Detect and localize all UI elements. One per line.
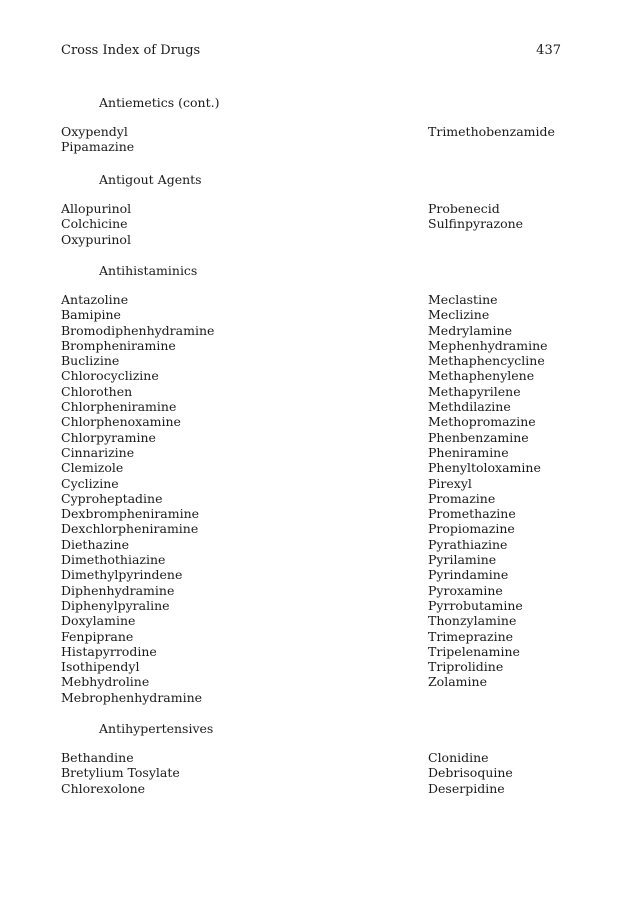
section-antigout (61, 171, 581, 247)
drug-entry: Pipamazine (61, 139, 135, 155)
drug-entry: Antazoline (61, 292, 129, 307)
drug-entry: Oxypurinol (61, 231, 131, 247)
drug-entry: Mephenhydramine (428, 337, 548, 353)
drug-entry: Methdilazine (428, 399, 511, 415)
drug-entry: Triprolidine (428, 659, 504, 675)
drug-entry: Methaphencycline (428, 353, 545, 369)
drug-entry: Pyrathiazine (428, 536, 508, 552)
drug-entry: Chlorothen (61, 383, 133, 399)
drug-entry: Pheniramine (428, 444, 509, 460)
drug-entry: Mebhydroline (61, 674, 150, 690)
drug-entry: Mebrophenhydramine (61, 689, 203, 705)
drug-entry: Trimethobenzamide (428, 124, 555, 139)
drug-entry: Meclastine (428, 292, 498, 307)
drug-entry: Propiomazine (428, 521, 515, 537)
drug-entry: Phenyltoloxamine (428, 460, 541, 476)
drug-entry: Cinnarizine (61, 444, 135, 460)
drug-entry: Colchicine (61, 216, 128, 232)
section-heading: Antihypertensives (99, 721, 214, 736)
drug-entry: Promethazine (428, 506, 516, 522)
drug-entry: Chlorpheniramine (61, 399, 177, 415)
drug-entry: Probenecid (428, 201, 500, 216)
drug-entry: Medrylamine (428, 322, 512, 338)
drug-entry: Thonzylamine (428, 613, 517, 629)
drug-entry: Meclizine (428, 307, 490, 323)
section-heading: Antihistaminics (99, 263, 198, 278)
drug-entry: Pirexyl (428, 475, 472, 491)
drug-entry: Chlorocyclizine (61, 368, 159, 384)
drug-entry: Chlorphenoxamine (61, 414, 181, 430)
drug-entry: Phenbenzamine (428, 429, 529, 445)
drug-entry: Bromodiphenhydramine (61, 322, 215, 338)
drug-entry: Allopurinol (61, 201, 132, 216)
drug-entry: Pyroxamine (428, 582, 503, 598)
drug-list-left (61, 124, 134, 155)
drug-entry: Methaphenylene (428, 368, 535, 384)
drug-entry: Pyrindamine (428, 567, 509, 583)
drug-entry: Buclizine (61, 353, 120, 369)
drug-list-right (428, 750, 513, 796)
drug-entry: Methapyrilene (428, 383, 521, 399)
drug-entry: Methopromazine (428, 414, 536, 430)
section-heading: Antigout Agents (99, 172, 202, 187)
drug-entry: Oxypendyl (61, 124, 128, 139)
drug-list-left (61, 292, 214, 705)
drug-list-left (61, 201, 131, 247)
running-title: Cross Index of Drugs (61, 43, 201, 58)
drug-list-right (428, 124, 555, 139)
drug-entry: Trimeprazine (428, 628, 514, 644)
drug-entry: Isothipendyl (61, 659, 140, 675)
drug-entry: Dexbrompheniramine (61, 506, 200, 522)
drug-entry: Chlorpyramine (61, 429, 156, 445)
drug-entry: Promazine (428, 490, 496, 506)
drug-entry: Sulfinpyrazone (428, 216, 524, 232)
section-antihypertensives (61, 720, 581, 796)
drug-list-right (428, 292, 548, 690)
drug-entry: Clonidine (428, 750, 489, 765)
drug-list-left (61, 750, 180, 796)
drug-entry: Cyproheptadine (61, 490, 163, 506)
drug-entry: Deserpidine (428, 780, 505, 796)
drug-entry: Zolamine (428, 674, 487, 690)
drug-entry: Diphenylpyraline (61, 597, 170, 613)
drug-entry: Clemizole (61, 460, 124, 476)
page-number: 437 (536, 43, 561, 58)
drug-entry: Fenpiprane (61, 628, 134, 644)
drug-entry: Diphenhydramine (61, 582, 175, 598)
drug-entry: Pyrrobutamine (428, 597, 523, 613)
drug-entry: Bethandine (61, 750, 134, 765)
drug-entry: Dexchlorpheniramine (61, 521, 199, 537)
drug-list-right (428, 201, 523, 232)
drug-entry: Histapyrrodine (61, 643, 157, 659)
section-antiemetics (61, 94, 581, 155)
drug-entry: Pyrilamine (428, 552, 497, 568)
drug-entry: Tripelenamine (428, 643, 520, 659)
section-antihistaminics (61, 262, 581, 705)
drug-entry: Bamipine (61, 307, 121, 323)
drug-entry: Dimethylpyrindene (61, 567, 183, 583)
drug-entry: Dimethothiazine (61, 552, 166, 568)
drug-entry: Cyclizine (61, 475, 119, 491)
drug-entry: Doxylamine (61, 613, 136, 629)
drug-entry: Brompheniramine (61, 337, 176, 353)
section-heading: Antiemetics (cont.) (99, 95, 220, 110)
drug-entry: Diethazine (61, 536, 129, 552)
drug-entry: Debrisoquine (428, 765, 513, 781)
drug-entry: Bretylium Tosylate (61, 765, 180, 781)
drug-entry: Chlorexolone (61, 780, 146, 796)
